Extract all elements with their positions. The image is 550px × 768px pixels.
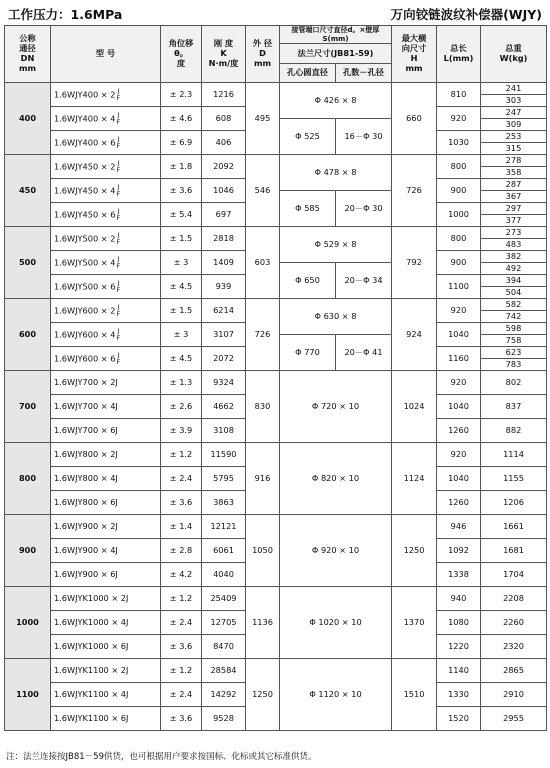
model-cell [51, 347, 161, 371]
hole-circle-cell: Φ 770 [280, 335, 336, 371]
model-cell [51, 107, 161, 131]
model-cell [51, 491, 161, 515]
outer-diameter-cell: 603 [246, 227, 280, 299]
col-pipe-end: 接管端口尺寸直径d。×壁厚S(mm) [280, 26, 392, 44]
model-cell [51, 683, 161, 707]
holes-cell: 20－Φ 34 [336, 263, 392, 299]
length-cell: 920 [437, 107, 481, 131]
stiffness-cell: 1046 [202, 179, 246, 203]
length-cell: 1220 [437, 635, 481, 659]
model-label: 1.6WJY500 × 6 [54, 281, 116, 291]
stiffness-cell: 2092 [202, 155, 246, 179]
col-max-lateral: 最大横 向尺寸 H mm [392, 26, 437, 83]
weight-cell: 1704 [481, 563, 547, 587]
model-cell [51, 299, 161, 323]
table-row [5, 443, 547, 467]
model-cell [51, 515, 161, 539]
angle-cell: ± 4.5 [161, 347, 202, 371]
model-cell [51, 251, 161, 275]
table-row [5, 371, 547, 395]
weight-cell: 2865 [481, 659, 547, 683]
max-lateral-cell: 1510 [392, 659, 437, 731]
outer-diameter-cell: 1250 [246, 659, 280, 731]
page-title: 万向铰链波纹补偿器(WJY) [390, 7, 542, 22]
model-label: 1.6WJY900 × 4J [54, 545, 118, 556]
stiffness-cell: 697 [202, 203, 246, 227]
col-weight: 总重 W(kg) [481, 26, 547, 83]
weight-cell: 758 [481, 335, 547, 347]
length-cell: 1140 [437, 659, 481, 683]
jf-suffix: J F [116, 206, 121, 222]
length-cell: 940 [437, 587, 481, 611]
angle-cell: ± 3.6 [161, 491, 202, 515]
angle-cell: ± 3.6 [161, 179, 202, 203]
dn-cell: 800 [5, 443, 51, 515]
stiffness-cell: 14292 [202, 683, 246, 707]
angle-cell: ± 2.4 [161, 467, 202, 491]
model-label: 1.6WJYK1100 × 2J [54, 665, 129, 676]
max-lateral-cell: 660 [392, 83, 437, 155]
model-label: 1.6WJYK1000 × 2J [54, 593, 129, 604]
model-label: 1.6WJY450 × 2 [54, 161, 116, 171]
angle-cell: ± 1.5 [161, 299, 202, 323]
weight-cell: 1114 [481, 443, 547, 467]
model-label: 1.6WJY500 × 4 [54, 257, 116, 267]
weight-cell: 278 [481, 155, 547, 167]
table-row [5, 155, 547, 167]
dn-cell: 1100 [5, 659, 51, 731]
angle-cell: ± 1.8 [161, 155, 202, 179]
col-angle: 角位移 θ。 度 [161, 26, 202, 83]
weight-cell: 483 [481, 239, 547, 251]
angle-cell: ± 3 [161, 323, 202, 347]
stiffness-cell: 28584 [202, 659, 246, 683]
pipe-end-cell: Φ 478 × 8 [280, 155, 392, 191]
weight-cell: 783 [481, 359, 547, 371]
model-cell [51, 539, 161, 563]
model-label: 1.6WJYK1000 × 4J [54, 617, 129, 628]
table-row [5, 83, 547, 95]
angle-cell: ± 4.5 [161, 275, 202, 299]
stiffness-cell: 6214 [202, 299, 246, 323]
jf-suffix: J F [116, 326, 121, 342]
stiffness-cell: 5795 [202, 467, 246, 491]
length-cell: 800 [437, 155, 481, 179]
angle-cell: ± 2.3 [161, 83, 202, 107]
model-cell [51, 275, 161, 299]
weight-cell: 241 [481, 83, 547, 95]
angle-cell: ± 1.4 [161, 515, 202, 539]
model-cell [51, 707, 161, 731]
stiffness-cell: 608 [202, 107, 246, 131]
angle-cell: ± 5.4 [161, 203, 202, 227]
length-cell: 920 [437, 299, 481, 323]
model-label: 1.6WJY500 × 2 [54, 233, 116, 243]
model-cell [51, 659, 161, 683]
model-label: 1.6WJY900 × 2J [54, 521, 118, 532]
pipe-end-cell: Φ 630 × 8 [280, 299, 392, 335]
stiffness-cell: 11590 [202, 443, 246, 467]
angle-cell: ± 1.3 [161, 371, 202, 395]
model-label: 1.6WJY700 × 6J [54, 425, 118, 436]
max-lateral-cell: 726 [392, 155, 437, 227]
model-cell [51, 635, 161, 659]
table-row [5, 515, 547, 539]
stiffness-cell: 9528 [202, 707, 246, 731]
holes-cell: 20－Φ 30 [336, 191, 392, 227]
weight-cell: 1661 [481, 515, 547, 539]
pipe-end-cell: Φ 529 × 8 [280, 227, 392, 263]
pipe-end-cell: Φ 426 × 8 [280, 83, 392, 119]
holes-cell: 20－Φ 41 [336, 335, 392, 371]
outer-diameter-cell: 1136 [246, 587, 280, 659]
weight-cell: 2910 [481, 683, 547, 707]
jf-suffix: J F [116, 134, 121, 150]
jf-suffix: J F [116, 182, 121, 198]
model-label: 1.6WJYK1000 × 6J [54, 641, 129, 652]
weight-cell: 742 [481, 311, 547, 323]
weight-cell: 623 [481, 347, 547, 359]
weight-cell: 358 [481, 167, 547, 179]
length-cell: 1520 [437, 707, 481, 731]
weight-cell: 2208 [481, 587, 547, 611]
pipe-end-cell: Φ 1020 × 10 [280, 587, 392, 659]
weight-cell: 394 [481, 275, 547, 287]
weight-cell: 309 [481, 119, 547, 131]
model-cell [51, 203, 161, 227]
jf-suffix: J F [116, 350, 121, 366]
stiffness-cell: 2072 [202, 347, 246, 371]
angle-cell: ± 3.9 [161, 419, 202, 443]
table-row [5, 659, 547, 683]
weight-cell: 287 [481, 179, 547, 191]
angle-cell: ± 3.6 [161, 707, 202, 731]
outer-diameter-cell: 916 [246, 443, 280, 515]
dn-cell: 700 [5, 371, 51, 443]
dn-cell: 600 [5, 299, 51, 371]
dn-cell: 500 [5, 227, 51, 299]
model-cell [51, 467, 161, 491]
weight-cell: 315 [481, 143, 547, 155]
outer-diameter-cell: 830 [246, 371, 280, 443]
jf-suffix: J F [116, 302, 121, 318]
max-lateral-cell: 1124 [392, 443, 437, 515]
stiffness-cell: 8470 [202, 635, 246, 659]
jf-suffix: J F [116, 110, 121, 126]
angle-cell: ± 2.6 [161, 395, 202, 419]
model-label: 1.6WJY800 × 2J [54, 449, 118, 460]
table-row [5, 299, 547, 311]
hole-circle-cell: Φ 650 [280, 263, 336, 299]
length-cell: 900 [437, 179, 481, 203]
length-cell: 900 [437, 251, 481, 275]
stiffness-cell: 1216 [202, 83, 246, 107]
jf-suffix: J F [116, 158, 121, 174]
stiffness-cell: 4040 [202, 563, 246, 587]
pipe-end-cell: Φ 920 × 10 [280, 515, 392, 587]
dn-cell: 1000 [5, 587, 51, 659]
stiffness-cell: 12705 [202, 611, 246, 635]
stiffness-cell: 3863 [202, 491, 246, 515]
length-cell: 920 [437, 371, 481, 395]
model-label: 1.6WJY800 × 4J [54, 473, 118, 484]
angle-cell: ± 1.5 [161, 227, 202, 251]
weight-cell: 2320 [481, 635, 547, 659]
max-lateral-cell: 1024 [392, 371, 437, 443]
model-cell [51, 179, 161, 203]
jf-suffix: J F [116, 86, 121, 102]
weight-cell: 367 [481, 191, 547, 203]
angle-cell: ± 3 [161, 251, 202, 275]
angle-cell: ± 2.4 [161, 683, 202, 707]
stiffness-cell: 12121 [202, 515, 246, 539]
model-cell [51, 323, 161, 347]
weight-cell: 377 [481, 215, 547, 227]
outer-diameter-cell: 726 [246, 299, 280, 371]
outer-diameter-cell: 495 [246, 83, 280, 155]
spec-table [4, 25, 547, 731]
length-cell: 1000 [437, 203, 481, 227]
dn-cell: 900 [5, 515, 51, 587]
length-cell: 1030 [437, 131, 481, 155]
dn-cell: 450 [5, 155, 51, 227]
model-label: 1.6WJY900 × 6J [54, 569, 118, 580]
model-label: 1.6WJY700 × 2J [54, 377, 118, 388]
weight-cell: 2260 [481, 611, 547, 635]
model-label: 1.6WJY600 × 2 [54, 305, 116, 315]
col-outer-diameter: 外 径 D mm [246, 26, 280, 83]
weight-cell: 492 [481, 263, 547, 275]
col-holes: 孔数－孔径 [336, 64, 392, 83]
stiffness-cell: 6061 [202, 539, 246, 563]
model-label: 1.6WJY400 × 4 [54, 113, 116, 123]
model-label: 1.6WJY800 × 6J [54, 497, 118, 508]
table-row [5, 587, 547, 611]
weight-cell: 582 [481, 299, 547, 311]
model-label: 1.6WJYK1100 × 6J [54, 713, 129, 724]
weight-cell: 253 [481, 131, 547, 143]
length-cell: 1040 [437, 323, 481, 347]
length-cell: 946 [437, 515, 481, 539]
weight-cell: 247 [481, 107, 547, 119]
angle-cell: ± 3.6 [161, 635, 202, 659]
jf-suffix: J F [116, 230, 121, 246]
jf-suffix: J F [116, 278, 121, 294]
model-label: 1.6WJYK1100 × 4J [54, 689, 129, 700]
angle-cell: ± 1.2 [161, 659, 202, 683]
col-hole-circle: 孔心圆直径 [280, 64, 336, 83]
model-label: 1.6WJY700 × 4J [54, 401, 118, 412]
length-cell: 1330 [437, 683, 481, 707]
angle-cell: ± 1.2 [161, 443, 202, 467]
weight-cell: 303 [481, 95, 547, 107]
weight-cell: 273 [481, 227, 547, 239]
model-cell [51, 419, 161, 443]
model-cell [51, 83, 161, 107]
model-label: 1.6WJY400 × 6 [54, 137, 116, 147]
outer-diameter-cell: 546 [246, 155, 280, 227]
footnote: 注：法兰连接按JB81－59供货，也可根据用户要求按国标、化标或其它标准供货。 [6, 752, 317, 762]
model-cell [51, 563, 161, 587]
angle-cell: ± 2.4 [161, 611, 202, 635]
weight-cell: 882 [481, 419, 547, 443]
length-cell: 1260 [437, 491, 481, 515]
stiffness-cell: 25409 [202, 587, 246, 611]
angle-cell: ± 6.9 [161, 131, 202, 155]
col-dn: 公称 通径 DN mm [5, 26, 51, 83]
length-cell: 800 [437, 227, 481, 251]
max-lateral-cell: 792 [392, 227, 437, 299]
length-cell: 920 [437, 443, 481, 467]
length-cell: 1260 [437, 419, 481, 443]
angle-cell: ± 2.8 [161, 539, 202, 563]
weight-cell: 1681 [481, 539, 547, 563]
col-length: 总长 L(mm) [437, 26, 481, 83]
model-label: 1.6WJY450 × 6 [54, 209, 116, 219]
weight-cell: 802 [481, 371, 547, 395]
weight-cell: 504 [481, 287, 547, 299]
table-row [5, 227, 547, 239]
model-label: 1.6WJY400 × 2 [54, 89, 116, 99]
length-cell: 1338 [437, 563, 481, 587]
jf-suffix: J F [116, 254, 121, 270]
page-header [0, 2, 550, 24]
weight-cell: 598 [481, 323, 547, 335]
pipe-end-cell: Φ 1120 × 10 [280, 659, 392, 731]
model-cell [51, 611, 161, 635]
length-cell: 1160 [437, 347, 481, 371]
holes-cell: 16－Φ 30 [336, 119, 392, 155]
hole-circle-cell: Φ 525 [280, 119, 336, 155]
working-pressure: 工作压力：1.6MPa [8, 7, 123, 22]
length-cell: 1040 [437, 395, 481, 419]
pipe-end-cell: Φ 720 × 10 [280, 371, 392, 443]
pipe-end-cell: Φ 820 × 10 [280, 443, 392, 515]
stiffness-cell: 1409 [202, 251, 246, 275]
dn-cell: 400 [5, 83, 51, 155]
length-cell: 1040 [437, 467, 481, 491]
stiffness-cell: 406 [202, 131, 246, 155]
model-cell [51, 227, 161, 251]
weight-cell: 297 [481, 203, 547, 215]
stiffness-cell: 2818 [202, 227, 246, 251]
model-cell [51, 443, 161, 467]
angle-cell: ± 1.2 [161, 587, 202, 611]
weight-cell: 1206 [481, 491, 547, 515]
length-cell: 1080 [437, 611, 481, 635]
col-model: 型 号 [51, 26, 161, 83]
length-cell: 1100 [437, 275, 481, 299]
col-stiffness: 刚 度 K N·m/度 [202, 26, 246, 83]
length-cell: 1092 [437, 539, 481, 563]
angle-cell: ± 4.6 [161, 107, 202, 131]
weight-cell: 382 [481, 251, 547, 263]
stiffness-cell: 939 [202, 275, 246, 299]
length-cell: 810 [437, 83, 481, 107]
model-cell [51, 131, 161, 155]
model-label: 1.6WJY450 × 4 [54, 185, 116, 195]
max-lateral-cell: 1370 [392, 587, 437, 659]
model-cell [51, 371, 161, 395]
max-lateral-cell: 924 [392, 299, 437, 371]
max-lateral-cell: 1250 [392, 515, 437, 587]
stiffness-cell: 3107 [202, 323, 246, 347]
weight-cell: 837 [481, 395, 547, 419]
hole-circle-cell: Φ 585 [280, 191, 336, 227]
stiffness-cell: 3108 [202, 419, 246, 443]
model-label: 1.6WJY600 × 6 [54, 353, 116, 363]
stiffness-cell: 4662 [202, 395, 246, 419]
angle-cell: ± 4.2 [161, 563, 202, 587]
model-label: 1.6WJY600 × 4 [54, 329, 116, 339]
weight-cell: 2955 [481, 707, 547, 731]
model-cell [51, 155, 161, 179]
model-cell [51, 395, 161, 419]
model-cell [51, 587, 161, 611]
outer-diameter-cell: 1050 [246, 515, 280, 587]
weight-cell: 1155 [481, 467, 547, 491]
col-flange: 法兰尺寸(JB81-59) [280, 44, 392, 64]
stiffness-cell: 9324 [202, 371, 246, 395]
